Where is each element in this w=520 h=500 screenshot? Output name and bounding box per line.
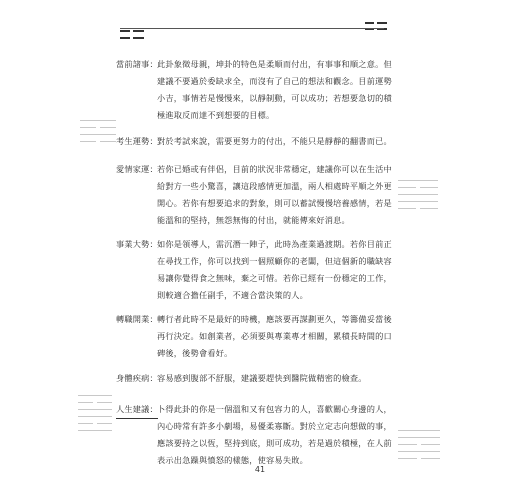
text-line: 應該要持之以恆，堅持到底，則可成功，若是過於積極，在人前 xyxy=(157,438,392,448)
page-number: 41 xyxy=(254,465,266,474)
section-text xyxy=(157,370,398,387)
section-label: 事業大勢： xyxy=(116,239,158,249)
section-current-affairs xyxy=(116,56,398,124)
text-line: 在尋找工作，你可以找到一個照顧你的老闆，但這個新的職缺容 xyxy=(157,256,392,266)
text-line: 容易感到腹部不舒服，建議要趕快到醫院做精密的檢查。 xyxy=(157,373,367,383)
section-career xyxy=(116,236,398,304)
decor-trigram-left-1-icon xyxy=(80,120,116,150)
section-text xyxy=(157,311,398,362)
decor-trigram-right-2-icon xyxy=(398,430,440,466)
section-text xyxy=(157,133,398,150)
text-line: 再行決定。如創業者，必須要與專業專才相關，累積長時間的口 xyxy=(157,331,392,341)
section-text xyxy=(157,236,398,304)
section-label: 身體疾病： xyxy=(116,373,158,383)
text-line: 如你是領導人，需沉潛一陣子，此時為產業過渡期。若你目前正 xyxy=(157,239,392,249)
text-line: 易讓你覺得食之無味，棄之可惜。若你已經有一份穩定的工作， xyxy=(157,273,392,283)
section-label: 當前諸事： xyxy=(116,59,158,69)
text-line: 建議不要過於委缺求全，而沒有了自己的想法和觀念。目前運勢 xyxy=(157,76,392,86)
text-line: 小吉，事情若是慢慢來，以靜制動，可以成功；若想要急切的積 xyxy=(157,93,392,103)
trigram-header-right-icon xyxy=(365,22,387,32)
text-line: 卜得此卦的你是一個溫和又有包容力的人，喜歡關心身邊的人， xyxy=(157,404,392,414)
section-label: 人生建議： xyxy=(116,401,158,419)
text-line: 能溫和的堅持，無怨無悔的付出，就能傳來好消息。 xyxy=(157,215,350,225)
text-line: 碑後，後勢會看好。 xyxy=(157,348,233,358)
decor-trigram-left-2-icon xyxy=(78,395,112,439)
text-line: 給對方一些小驚喜，讓這段感情更加溫，兩人相處時平順之外更 xyxy=(157,181,392,191)
section-job-change xyxy=(116,311,398,362)
section-label: 考生運勢： xyxy=(116,136,158,146)
text-line: 開心。若你有想要追求的對象，則可以蓄試慢慢培養感情，若是 xyxy=(157,198,392,208)
section-life-advice xyxy=(116,401,398,469)
section-text xyxy=(157,56,398,124)
trigram-header-left-icon xyxy=(120,30,144,42)
section-exam-fortune xyxy=(116,133,398,150)
text-line: 極進取反而達不到想要的目標。 xyxy=(157,110,275,120)
section-love-family xyxy=(116,161,398,229)
text-line: 轉行者此時不是最好的時機，應該要再謀劃更久，等籌備妥當後 xyxy=(157,314,392,324)
text-line: 內心時常有許多小劇場，易優柔寡斷。對於立定志向想做的事， xyxy=(157,421,392,431)
text-line: 對於考試來說，需要更努力的付出，不能只是靜靜的翻書而已。 xyxy=(157,136,392,146)
text-line: 表示出急躁與憤怒的樣態，使容易失敗。 xyxy=(157,455,308,465)
text-line: 若你已婚或有伴侶，目前的狀況非常穩定，建議你可以在生活中 xyxy=(157,164,392,174)
decor-trigram-right-1-icon xyxy=(398,180,438,220)
header-rule xyxy=(120,28,384,29)
section-text xyxy=(157,401,398,469)
text-line: 則較適合擔任副手，不適合當決策的人。 xyxy=(157,290,308,300)
section-text xyxy=(157,161,398,229)
section-label: 愛情家運： xyxy=(116,164,158,174)
section-health xyxy=(116,370,398,387)
text-line: 此卦象徵母親，坤卦的特色是柔順而付出，有事事和順之意。但 xyxy=(157,59,392,69)
section-label: 轉職開業： xyxy=(116,314,158,324)
